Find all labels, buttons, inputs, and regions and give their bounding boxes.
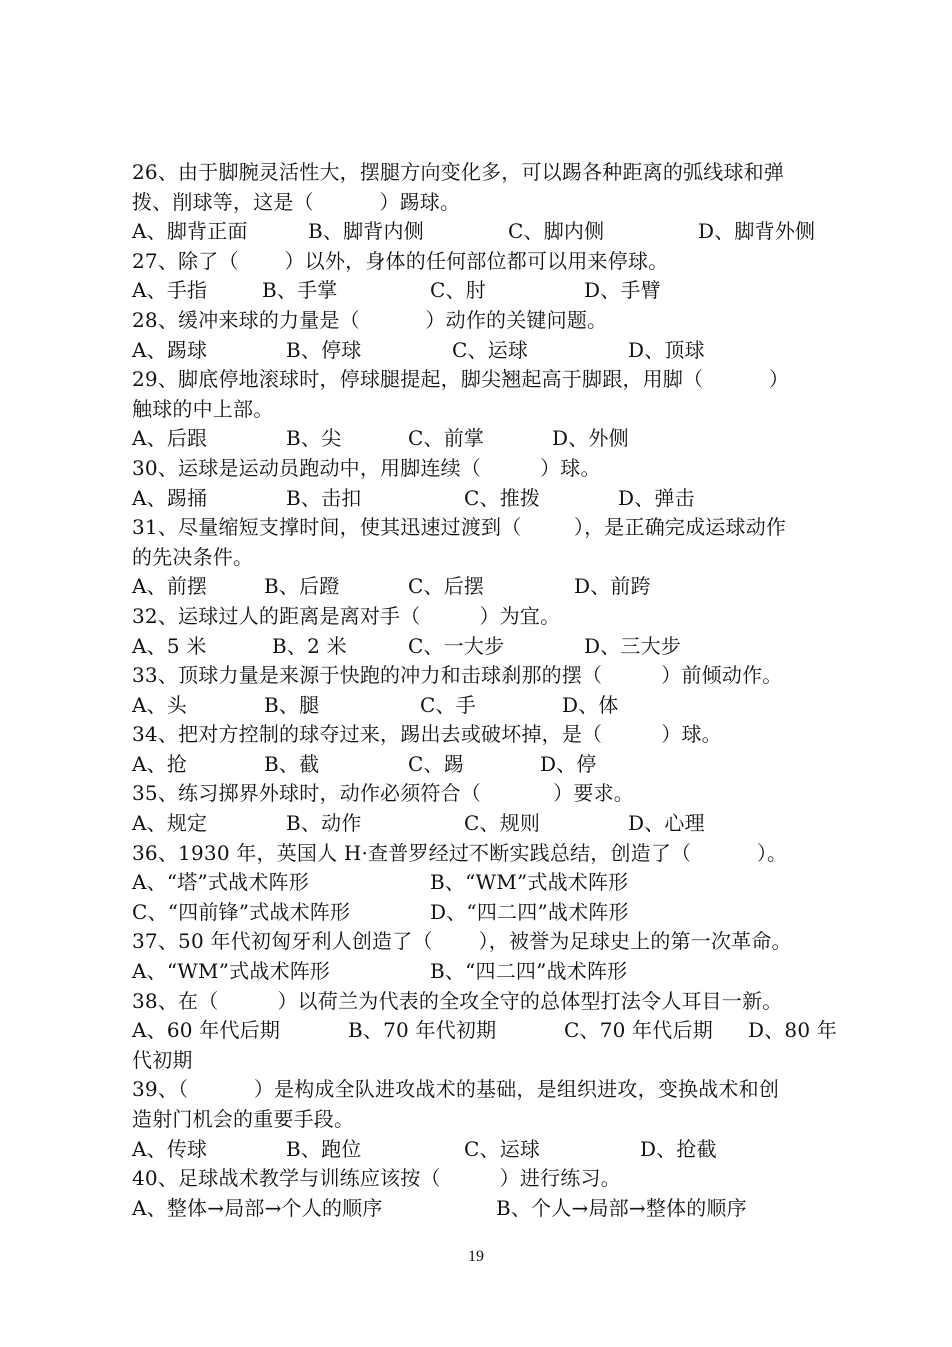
option-a: A、“WM”式战术阵形 [132, 959, 331, 984]
question-40-line-1: 40、足球战术教学与训练应该按（ ）进行练习。 [132, 1166, 621, 1191]
question-32-options [132, 632, 832, 662]
option-d: D、80 年 [748, 1018, 838, 1043]
question-29-options [132, 424, 832, 454]
option-c: C、“四前锋”式战术阵形 [132, 899, 351, 924]
question-26-line-2: 拨、削球等，这是（ ）踢球。 [132, 189, 461, 214]
option-c: C、踢 [408, 751, 464, 776]
question-38-options [132, 1016, 838, 1046]
option-a: A、抢 [132, 751, 188, 776]
question-34-options [132, 750, 832, 780]
question-26-options [132, 217, 832, 247]
question-39-line-1: 39、（ ）是构成全队进攻战术的基础，是组织进攻，变换战术和创 [132, 1077, 780, 1102]
option-c: C、前掌 [408, 426, 485, 451]
option-c: C、推拨 [464, 485, 541, 510]
question-40-options [132, 1194, 832, 1224]
question-38-line-1: 38、在（ ）以荷兰为代表的全攻全守的总体型打法令人耳目一新。 [132, 988, 783, 1013]
question-28-options [132, 336, 832, 366]
question-33-line-1: 33、顶球力量是来源于快跑的冲力和击球刹那的摆（ ）前倾动作。 [132, 663, 783, 688]
question-36-line-1: 36、1930 年，英国人 H·查普罗经过不断实践总结，创造了（ ）。 [132, 840, 788, 865]
question-31-line-2: 的先决条件。 [132, 544, 254, 569]
question-list [132, 158, 838, 1223]
option-c: C、70 年代后期 [564, 1018, 713, 1043]
option-a: A、踢捅 [132, 485, 208, 510]
option-b: B、腿 [264, 692, 320, 717]
question-36-options-row-1 [132, 868, 832, 898]
option-a: A、规定 [132, 811, 208, 836]
question-39-line-2: 造射门机会的重要手段。 [132, 1107, 355, 1131]
option-a: A、后跟 [132, 426, 208, 451]
option-d: D、脚背外侧 [698, 219, 816, 244]
option-b: B、尖 [286, 426, 342, 451]
option-b: B、跑位 [286, 1136, 362, 1161]
option-a: A、“塔”式战术阵形 [132, 870, 309, 895]
question-28-line-1: 28、缓冲来球的力量是（ ）动作的关键问题。 [132, 307, 608, 332]
question-34-line-1: 34、把对方控制的球夺过来，踢出去或破坏掉，是（ ）球。 [132, 722, 722, 747]
question-35-options [132, 809, 832, 839]
option-d: D、顶球 [628, 337, 705, 362]
option-d: D、外侧 [552, 426, 629, 451]
option-d: D、三大步 [584, 633, 682, 658]
option-a: A、踢球 [132, 337, 208, 362]
option-b: B、个人→局部→整体的顺序 [496, 1195, 747, 1220]
question-27-line-1: 27、除了（ ）以外，身体的任何部位都可以用来停球。 [132, 248, 669, 273]
option-b: B、“WM”式战术阵形 [430, 870, 629, 895]
option-b: B、击扣 [286, 485, 362, 510]
option-a: A、前摆 [132, 574, 208, 599]
option-b: B、“四二四”战术阵形 [430, 959, 628, 984]
option-c: C、脚内侧 [508, 219, 605, 244]
question-33-options [132, 691, 832, 721]
option-d: D、“四二四”战术阵形 [430, 899, 629, 924]
option-d: D、体 [562, 692, 619, 717]
question-29-line-1: 29、脚底停地滚球时，停球腿提起，脚尖翘起高于脚跟，用脚（ ） [132, 367, 790, 392]
option-d: D、手臂 [584, 278, 661, 303]
question-38-options-wrap: 代初期 [132, 1047, 193, 1072]
option-b: B、截 [264, 751, 320, 776]
page-number: 19 [468, 1248, 484, 1265]
option-c: C、后摆 [408, 574, 485, 599]
question-31-options [132, 572, 832, 602]
option-a: A、5 米 [132, 633, 207, 658]
question-30-options [132, 484, 832, 514]
option-a: A、头 [132, 692, 188, 717]
option-c: C、肘 [430, 278, 486, 303]
option-c: C、运球 [452, 337, 529, 362]
question-29-line-2: 触球的中上部。 [132, 396, 274, 421]
question-39-options [132, 1135, 832, 1165]
option-b: B、脚背内侧 [308, 219, 424, 244]
option-a: A、手指 [132, 278, 208, 303]
question-32-line-1: 32、运球过人的距离是离对手（ ）为宜。 [132, 603, 561, 628]
option-b: B、手掌 [262, 278, 338, 303]
option-c: C、手 [420, 692, 476, 717]
option-d: D、前跨 [574, 574, 651, 599]
option-a: A、脚背正面 [132, 219, 248, 244]
option-d: D、弹击 [618, 485, 695, 510]
question-31-line-1: 31、尽量缩短支撑时间，使其迅速过渡到（ ），是正确完成运球动作 [132, 515, 787, 540]
option-b: B、动作 [286, 811, 362, 836]
option-b: B、70 年代初期 [348, 1018, 497, 1043]
option-d: D、停 [540, 751, 597, 776]
question-36-options-row-2 [132, 898, 832, 928]
option-a: A、60 年代后期 [132, 1018, 281, 1043]
option-c: C、规则 [464, 811, 541, 836]
option-d: D、心理 [628, 811, 705, 836]
option-c: C、一大步 [408, 633, 505, 658]
option-c: C、运球 [464, 1136, 541, 1161]
option-a: A、传球 [132, 1136, 208, 1161]
question-27-options [132, 276, 832, 306]
question-35-line-1: 35、练习掷界外球时，动作必须符合（ ）要求。 [132, 781, 634, 806]
question-26-line-1: 26、由于脚腕灵活性大，摆腿方向变化多，可以踢各种距离的弧线球和弹 [132, 160, 785, 184]
option-b: B、停球 [286, 337, 362, 362]
question-37-line-1: 37、50 年代初匈牙利人创造了（ ），被誉为足球史上的第一次革命。 [132, 929, 792, 954]
question-37-options [132, 957, 832, 987]
option-d: D、抢截 [640, 1136, 717, 1161]
option-b: B、2 米 [272, 633, 347, 658]
question-30-line-1: 30、运球是运动员跑动中，用脚连续（ ）球。 [132, 455, 601, 480]
option-a: A、整体→局部→个人的顺序 [132, 1195, 383, 1220]
option-b: B、后蹬 [264, 574, 340, 599]
